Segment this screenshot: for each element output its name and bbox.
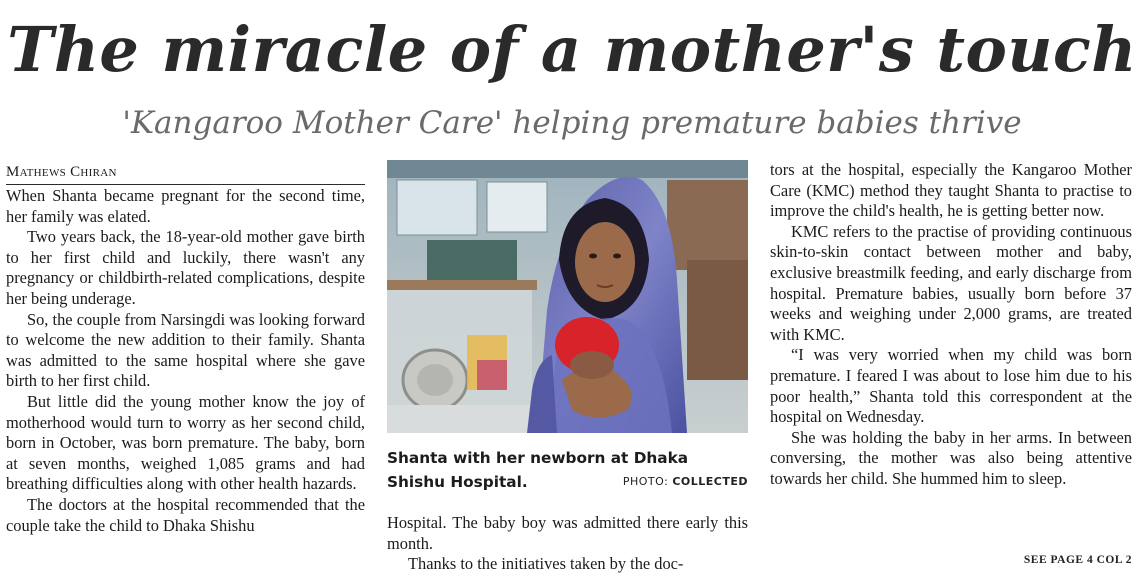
article-column-1	[6, 186, 365, 536]
paragraph: She was holding the baby in her arms. In between conversing, the mother was also being attentive towards her child. She hummed him to sleep.	[770, 427, 1132, 488]
paragraph: When Shanta became pregnant for the second time, her family was elated.	[6, 186, 365, 226]
paragraph: Thanks to the initiatives taken by the doc-	[408, 554, 684, 574]
paragraph: “I was very worried when my child was born premature. I feared I was about to lose him due to his poor health,” Shanta told this correspondent at the hospital on Wednesday.	[770, 345, 1132, 427]
headline: The miracle of a mother's touch	[7, 13, 1137, 86]
article-column-3	[770, 160, 1132, 490]
paragraph: Two years back, the 18-year-old mother gave birth to her first child and luckily, there wasn't any pregnancy or childbirth-related complications, despite her being underage.	[6, 227, 365, 308]
photo-credit	[615, 475, 748, 488]
mother-and-newborn-photo	[387, 160, 748, 433]
article-photo	[387, 160, 748, 433]
continuation-note: SEE PAGE 4 COL 2	[1023, 554, 1132, 566]
photo-credit-source: COLLECTED	[672, 475, 748, 488]
article-column-2	[387, 513, 748, 575]
paragraph: But little did the young mother know the joy of motherhood would turn to worry as her second child, born in October, was born premature. The baby, born at seven months, weighed 1,085 grams and had breathing difficulties along with other health hazards.	[6, 391, 365, 494]
subheadline: 'Kangaroo Mother Care' helping premature babies thrive	[122, 105, 1022, 141]
photo-caption: Shanta with her newborn at Dhaka Shishu Hospital.	[387, 449, 689, 491]
photo-credit-label: PHOTO:	[622, 475, 669, 488]
paragraph: KMC refers to the practise of providing continuous skin-to-skin contact between mother and baby, exclusive breastmilk feeding, and early discharge from hospital. Premature babies, usually born before 37 weeks and weighing under 2,000 grams, are treated with KMC.	[770, 221, 1132, 344]
paragraph: tors at the hospital, especially the Kangaroo Mother Care (KMC) method they taught Shanta to practise to improve the child's health, he is getting better now.	[770, 160, 1132, 221]
paragraph: Hospital. The baby boy was admitted there early this month.	[387, 513, 748, 553]
paragraph: So, the couple from Narsingdi was looking forward to welcome the new addition to their family. Shanta was admitted to the same hospital where she gave birth to her first child.	[6, 309, 365, 391]
paragraph: The doctors at the hospital recommended that the couple take the child to Dhaka Shishu	[6, 494, 365, 535]
byline: Mathews Chiran	[6, 161, 365, 185]
